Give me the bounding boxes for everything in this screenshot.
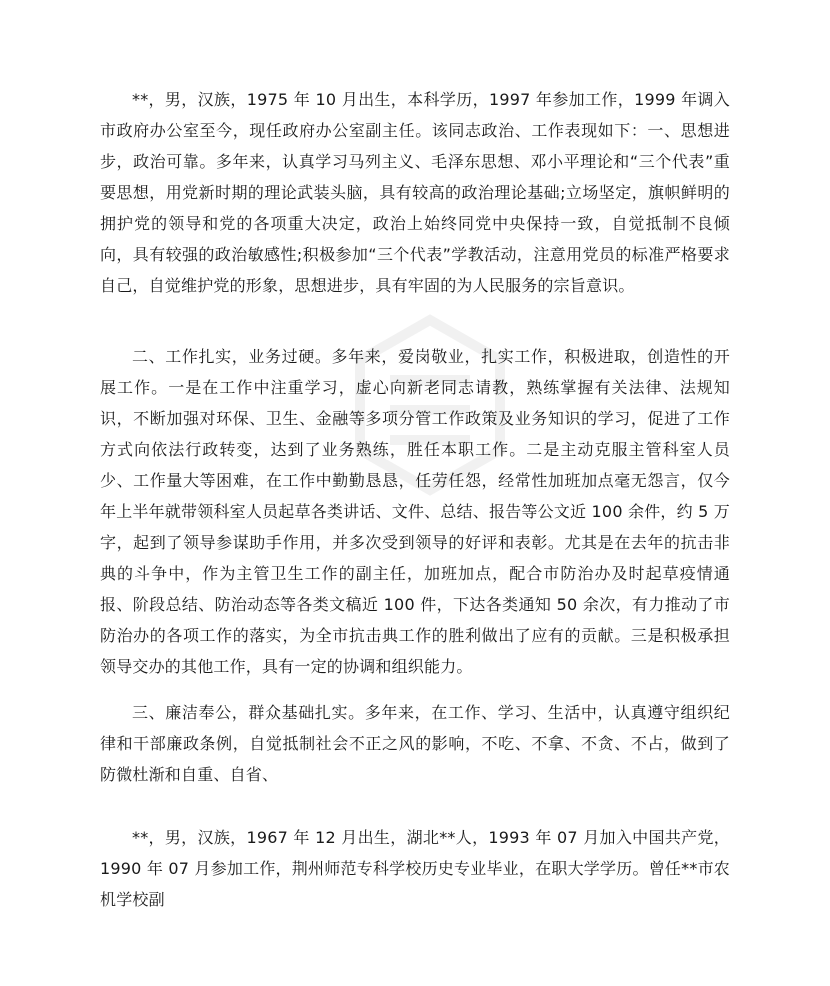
- paragraph-2: 二、工作扎实，业务过硬。多年来，爱岗敬业，扎实工作，积极进取，创造性的开展工作。一是在工作中注重学习，虚心向新老同志请教，熟练掌握有关法律、法规知识，不断加强对环保、卫生、金融等多项分管工作政策及业务知识的学习，促进了工作方式向依法行政转变，达到了业务熟练，胜任本职工作。二是主动克服主管科室人员少、工作量大等困难，在工作中勤勤恳恳，任劳任怨，经常性加班加点毫无怨言，仅今年上半年就带领科室人员起草各类讲话、文件、总结、报告等公文近 100 余件，约 5 万字，起到了领导参谋助手作用，并多次受到领导的好评和表彰。尤其是在去年的抗击非典的斗争中，作为主管卫生工作的副主任，加班加点，配合市防治办及时起草疫情通报、阶段总结、防治动态等各类文稿近 100 件，下达各类通知 50 余次，有力推动了市防治办的各项工作的落实，为全市抗击典工作的胜利做出了应有的贡献。三是积极承担领导交办的其他工作，具有一定的协调和组织能力。: [100, 347, 730, 676]
- paragraph-1: **，男，汉族，1975 年 10 月出生，本科学历，1997 年参加工作，1999 年调入市政府办公室至今，现任政府办公室副主任。该同志政治、工作表现如下：一、思想进步，政治可靠。多年来，认真学习马列主义、毛泽东思想、邓小平理论和“三个代表”重要思想，用党新时期的理论武装头脑，具有较高的政治理论基础;立场坚定，旗帜鲜明的拥护党的领导和党的各项重大决定，政治上始终同党中央保持一致，自觉抵制不良倾向，具有较强的政治敏感性;积极参加“三个代表”学教活动，注意用党员的标准严格要求自己，自觉维护党的形象，思想进步，具有牢固的为人民服务的宗旨意识。: [100, 90, 730, 295]
- paragraph-4: **，男，汉族，1967 年 12 月出生，湖北**人，1993 年 07 月加入中国共产党，1990 年 07 月参加工作，荆州师范专科学校历史专业毕业，在职大学学历。曾任**市农机学校副: [100, 828, 730, 909]
- paragraph-3: 三、廉洁奉公，群众基础扎实。多年来，在工作、学习、生活中，认真遵守组织纪律和干部廉政条例，自觉抵制社会不正之风的影响，不吃、不拿、不贪、不占，做到了防微杜渐和自重、自省、: [100, 703, 730, 784]
